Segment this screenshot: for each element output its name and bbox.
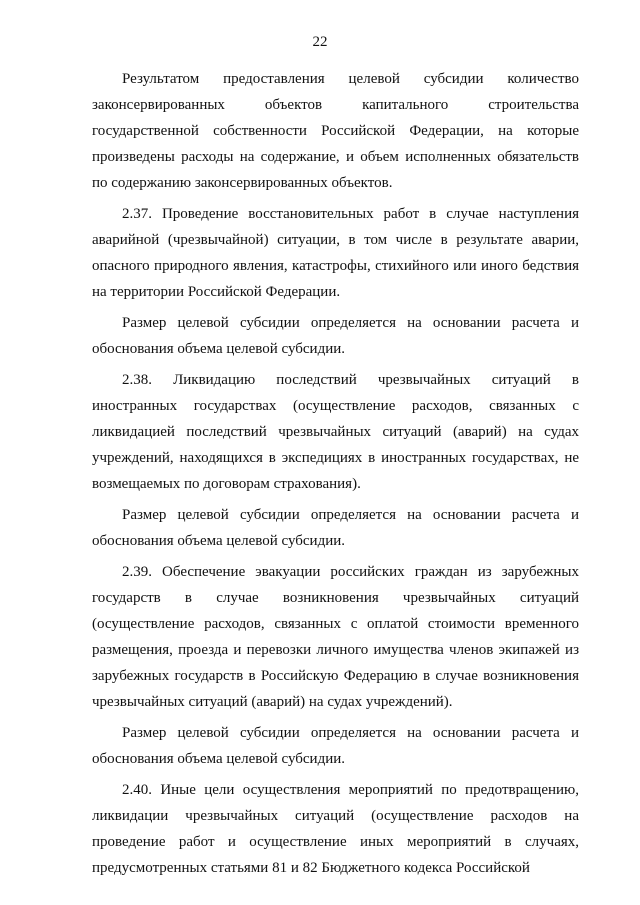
document-body [92, 66, 579, 886]
paragraph-2-39: 2.39. Обеспечение эвакуации российских граждан из зарубежных государств в случае возникновения чрезвычайных ситуаций (осуществление расходов, связанных с оплатой стоимости временного размещения, проезда и перевозки личного имущества членов экипажей из зарубежных государств в Российскую Федерацию в случае возникновения чрезвычайных ситуаций (аварий) на судах учреждений). [92, 564, 579, 710]
paragraph-2-40: 2.40. Иные цели осуществления мероприятий по предотвращению, ликвидации чрезвычайных ситуаций (осуществление расходов на проведение работ и осуществление иных мероприятий в случаях, предусмотренных статьями 81 и 82 Бюджетного кодекса Российской [92, 782, 579, 876]
paragraph-subsidy-size: Размер целевой субсидии определяется на основании расчета и обоснования объема целевой субсидии. [92, 507, 579, 549]
paragraph-subsidy-result: Результатом предоставления целевой субсидии количество законсервированных объектов капитального строительства государственной собственности Российской Федерации, на которые произведены расходы на содержание, и объем исполненных обязательств по содержанию законсервированных объектов. [92, 71, 579, 191]
page-number: 22 [312, 34, 328, 50]
paragraph-2-38: 2.38. Ликвидацию последствий чрезвычайных ситуаций в иностранных государствах (осуществление расходов, связанных с ликвидацией последствий чрезвычайных ситуаций (аварий) на судах учреждений, находящихся в экспедициях в иностранных государствах, не возмещаемых по договорам страхования). [92, 372, 579, 492]
paragraph-subsidy-size: Размер целевой субсидии определяется на основании расчета и обоснования объема целевой субсидии. [92, 315, 579, 357]
paragraph-2-37: 2.37. Проведение восстановительных работ в случае наступления аварийной (чрезвычайной) ситуации, в том числе в результате аварии, опасного природного явления, катастрофы, стихийного или иного бедствия на территории Российской Федерации. [92, 206, 579, 300]
paragraph-subsidy-size: Размер целевой субсидии определяется на основании расчета и обоснования объема целевой субсидии. [92, 725, 579, 767]
